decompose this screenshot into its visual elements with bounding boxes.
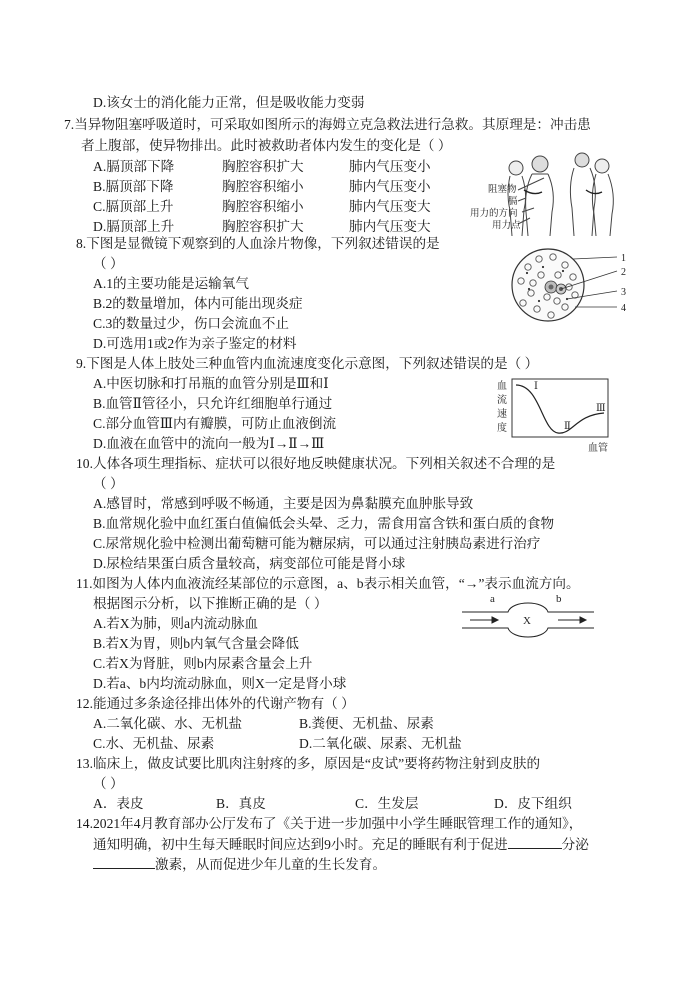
- q12-option-d: D.二氧化碳、尿素、无机盐: [299, 736, 462, 751]
- blood-smear-label-4: 4: [621, 303, 626, 314]
- q14-answer-blank-2[interactable]: [93, 854, 155, 869]
- q10-option-a: A.感冒时，常感到呼吸不畅通，主要是因为鼻黏膜充血肿胀导致: [93, 496, 474, 511]
- q7-option-d-col3: 肺内气压变大: [349, 219, 431, 234]
- q8-option-c: C.3的数量过少，伤口会流血不止: [93, 316, 289, 331]
- blood-smear-figure: [503, 245, 635, 325]
- q8-option-b: B.2的数量增加，体内可能出现炎症: [93, 296, 303, 311]
- q7-stem-line1: 7.当异物阻塞呼吸道时，可采取如图所示的海姆立克急救法进行急救。其原理是：冲击患: [64, 117, 591, 132]
- q13-option-b: B．真皮: [216, 796, 266, 811]
- q13-option-d: D．皮下组织: [494, 796, 572, 811]
- q7-option-b-col1: B.膈顶部下降: [93, 179, 174, 194]
- q12-option-b: B.粪便、无机盐、尿素: [299, 716, 434, 731]
- q12-option-c: C.水、无机盐、尿素: [93, 736, 215, 751]
- q7-option-a-col1: A.膈顶部下降: [93, 159, 175, 174]
- q11-stem-line1: 11.如图为人体内血液流经某部位的示意图，a、b表示相关血管，“→”表示血流方向。: [76, 576, 580, 591]
- velocity-curve-label-1: Ⅰ: [534, 381, 538, 392]
- q8-stem-line1: 8.下图是显微镜下观察到的人血涂片物像，下列叙述错误的是: [76, 236, 440, 251]
- q10-option-b: B.血常规化验中血红蛋白值偏低会头晕、乏力，需食用富含铁和蛋白质的食物: [93, 516, 555, 531]
- q11-option-d: D.若a、b内均流动脉血，则X一定是肾小球: [93, 676, 347, 691]
- q14-stem-line3-text: 激素，从而促进少年儿童的生长发育。: [155, 857, 387, 872]
- velocity-ylabel-1: 血: [497, 381, 507, 392]
- q14-stem-line2-text: 通知明确，初中生每天睡眠时间应达到9小时。充足的睡眠有利于促进: [93, 837, 508, 852]
- q14-stem-line1: 14.2021年4月教育部办公厅发布了《关于进一步加强中小学生睡眠管理工作的通知》，: [76, 816, 583, 831]
- q7-option-d-col2: 胸腔容积扩大: [222, 219, 304, 234]
- q7-option-c-col2: 胸腔容积缩小: [222, 199, 304, 214]
- velocity-ylabel-2: 流: [497, 395, 507, 406]
- organ-label-x: X: [523, 615, 531, 627]
- q11-stem-line2: 根据图示分析，以下推断正确的是（ ）: [93, 596, 328, 611]
- q7-stem-line2: 者上腹部，使异物排出。此时被救助者体内发生的变化是（ ）: [81, 138, 452, 153]
- velocity-curve-label-3: Ⅲ: [596, 403, 606, 414]
- blood-smear-label-3: 3: [621, 287, 626, 298]
- blood-smear-label-1: 1: [621, 253, 626, 264]
- q10-option-c: C.尿常规化验中检测出葡萄糖可能为糖尿病，可以通过注射胰岛素进行治疗: [93, 536, 541, 551]
- q9-option-c: C.部分血管Ⅲ内有瓣膜，可防止血液倒流: [93, 416, 337, 431]
- q7-option-c-col1: C.膈顶部上升: [93, 199, 174, 214]
- q14-stem-line3: [93, 854, 386, 875]
- q7-option-b-col3: 肺内气压变小: [349, 179, 431, 194]
- vessel-label-b: b: [556, 593, 562, 605]
- q13-stem-line2: （ ）: [93, 776, 124, 791]
- q11-option-a: A.若X为肺，则a内流动脉血: [93, 616, 259, 631]
- heimlich-label-force-point: 用力点: [492, 221, 521, 231]
- q8-stem-line2: （ ）: [93, 256, 124, 271]
- velocity-xlabel: 血管: [588, 443, 608, 454]
- q6-option-d: D.该女士的消化能力正常，但是吸收能力变弱: [93, 95, 365, 110]
- heimlich-label-force-direction: 用力的方向: [470, 209, 518, 219]
- q7-option-a-col3: 肺内气压变小: [349, 159, 431, 174]
- q14-stem-line2-suffix: 分泌: [561, 837, 589, 852]
- q9-option-b: B.血管Ⅱ管径小，只允许红细胞单行通过: [93, 396, 333, 411]
- q7-option-d-col1: D.膈顶部上升: [93, 219, 175, 234]
- organ-flow-figure: [458, 590, 598, 646]
- q12-option-a: A.二氧化碳、水、无机盐: [93, 716, 243, 731]
- velocity-ylabel-3: 速: [497, 409, 507, 420]
- velocity-ylabel-4: 度: [497, 423, 507, 434]
- q14-stem-line2: [93, 834, 589, 855]
- q14-answer-blank-1[interactable]: [508, 834, 562, 849]
- q10-stem-line1: 10.人体各项生理指标、症状可以很好地反映健康状况。下列相关叙述不合理的是: [76, 456, 556, 471]
- q10-option-d: D.尿检结果蛋白质含量较高，病变部位可能是肾小球: [93, 556, 406, 571]
- q7-option-c-col3: 肺内气压变大: [349, 199, 431, 214]
- q9-stem-line1: 9.下图是人体上肢处三种血管内血流速度变化示意图，下列叙述错误的是（ ）: [76, 356, 539, 371]
- heimlich-figure: [470, 150, 620, 238]
- heimlich-label-diaphragm: 膈: [508, 197, 518, 207]
- q11-option-b: B.若X为胃，则b内氧气含量会降低: [93, 636, 299, 651]
- q7-option-a-col2: 胸腔容积扩大: [222, 159, 304, 174]
- q13-stem-line1: 13.临床上，做皮试要比肌肉注射疼的多，原因是“皮试”要将药物注射到皮肤的: [76, 756, 541, 771]
- q9-option-d: D.血液在血管中的流向一般为Ⅰ→Ⅱ→Ⅲ: [93, 436, 325, 451]
- q13-option-c: C．生发层: [355, 796, 419, 811]
- q9-option-a: A.中医切脉和打吊瓶的血管分别是Ⅲ和Ⅰ: [93, 376, 329, 391]
- heimlich-label-obstruction: 阻塞物: [488, 185, 517, 195]
- vessel-label-a: a: [490, 593, 495, 605]
- q13-option-a: A．表皮: [93, 796, 144, 811]
- q12-stem-line1: 12.能通过多条途径排出体外的代谢产物有（ ）: [76, 696, 355, 711]
- q8-option-a: A.1的主要功能是运输氧气: [93, 276, 249, 291]
- q7-option-b-col2: 胸腔容积缩小: [222, 179, 304, 194]
- velocity-curve-label-2: Ⅱ: [564, 421, 571, 432]
- q8-option-d: D.可选用1或2作为亲子鉴定的材料: [93, 336, 297, 351]
- q11-option-c: C.若X为肾脏，则b内尿素含量会上升: [93, 656, 313, 671]
- blood-flow-velocity-figure: [492, 375, 614, 455]
- q10-stem-line2: （ ）: [93, 476, 124, 491]
- blood-smear-label-2: 2: [621, 267, 626, 278]
